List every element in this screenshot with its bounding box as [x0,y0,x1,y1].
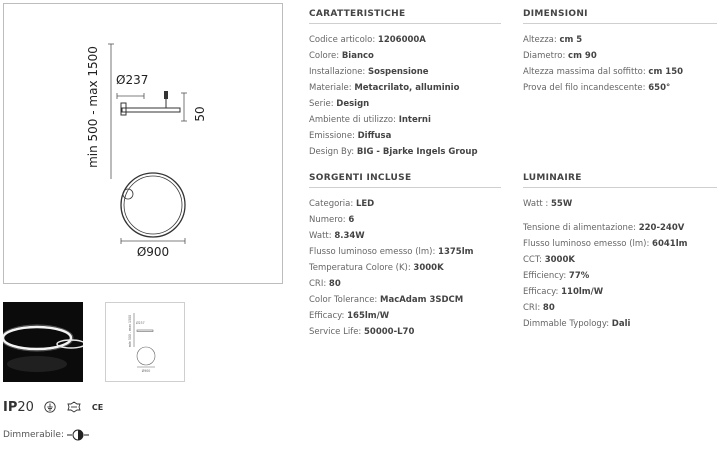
dimensioni-list [523,32,717,96]
spec-label: Installazione: [309,67,369,77]
spec-row [309,244,501,260]
spec-row [309,324,501,340]
spec-value: 650° [648,83,671,93]
spec-row [309,292,501,308]
spec-row [523,284,717,300]
spec-row [523,268,717,284]
spec-value: 80 [542,303,555,313]
spec-row [309,128,501,144]
spec-row [309,32,501,48]
spec-value: cm 90 [568,51,597,61]
sorgenti-section [309,173,501,340]
spec-label: Dimmable Typology: [523,319,612,329]
spec-row [309,308,501,324]
spec-row [309,276,501,292]
luminaire-section [523,173,717,332]
technical-drawing-panel [3,3,283,284]
ip-rating: IP20 [3,399,34,415]
spec-value: Sospensione [368,67,429,77]
spec-label: Colore: [309,51,342,61]
spec-value: 77% [568,271,590,281]
product-photo-thumbnail[interactable] [3,302,83,382]
spec-label: Efficacy: [309,311,348,321]
ring-diameter-label: Ø900 [136,245,170,259]
spec-label: Efficacy: [523,287,562,297]
spec-label: Temperatura Colore (K): [309,263,414,273]
spec-value: 3000K [544,255,575,265]
spec-row [523,64,717,80]
spec-value: Metacrilato, alluminio [354,83,460,93]
spec-label: Materiale: [309,83,355,93]
luminaire-list [523,196,717,212]
spec-label: Numero: [309,215,349,225]
caratteristiche-section [309,9,501,160]
spec-label: Flusso luminoso emesso (lm): [309,247,439,257]
spec-row [523,48,717,64]
spec-label: Serie: [309,99,337,109]
spec-row [523,236,717,252]
technical-drawing-thumbnail[interactable] [105,302,185,382]
spec-row [309,228,501,244]
spec-value: 3000K [413,263,444,273]
ring-lamp-photo-icon [3,302,83,382]
spec-label: CCT: [523,255,545,265]
spec-row [523,220,717,236]
spec-value: 1206000A [377,35,426,45]
spec-label: Ambiente di utilizzo: [309,115,399,125]
spec-row [523,80,717,96]
ce-mark-icon: CE [91,402,104,412]
spec-value: BIG - Bjarke Ingels Group [356,147,478,157]
spec-label: Efficiency: [523,271,569,281]
spec-row: Watt : 55W [523,199,573,209]
spec-value: LED [355,199,375,209]
spec-label: Categoria: [309,199,356,209]
spec-value: 110lm/W [561,287,604,297]
drawing-thumbnail-icon [106,303,184,381]
spec-row [309,64,501,80]
spec-row [309,48,501,64]
spec-row [523,300,717,316]
spec-value: 165lm/W [347,311,390,321]
spec-label: Altezza: [523,35,560,45]
spec-row [523,316,717,332]
mini-ring-label: Ø900 [141,369,151,373]
spec-row [309,96,501,112]
spec-value: 50000-L70 [364,327,415,337]
spec-row [309,112,501,128]
spec-value: cm 5 [559,35,583,45]
spec-label: Prova del filo incandescente: [523,83,649,93]
enec-mark-icon [66,401,82,413]
height-range-label: min 500 - max 1500 [86,46,100,168]
spec-label: Diametro: [523,51,569,61]
luminaire-details-list [523,220,717,332]
caratteristiche-list [309,32,501,160]
dimensioni-title: DIMENSIONI [523,9,717,24]
spec-label: Emissione: [309,131,358,141]
spec-label: Tensione di alimentazione: [523,223,639,233]
sorgenti-title: SORGENTI INCLUSE [309,173,501,188]
spec-value: Interni [398,115,431,125]
spec-row [309,196,501,212]
spec-label: Codice articolo: [309,35,378,45]
spec-value: Diffusa [357,131,392,141]
spec-row [523,252,717,268]
mini-canopy-label: Ø237 [136,321,145,325]
spec-row [523,32,717,48]
dimmable-label: Dimmerabile: [3,430,65,440]
spec-label: Watt: [309,231,335,241]
spec-row [309,144,501,160]
height-value-label: 50 [193,106,207,122]
spec-row [309,260,501,276]
spec-value: 80 [328,279,341,289]
spec-value: MacAdam 3SDCM [380,295,464,305]
spec-row [309,80,501,96]
spec-row [309,212,501,228]
spec-value: 6041lm [652,239,688,249]
spec-label: Service Life: [309,327,365,337]
spec-label: Flusso luminoso emesso (lm): [523,239,653,249]
mini-height-label: min 500 - max 1500 [128,314,132,348]
dimensioni-section [523,9,717,96]
dimmer-icon [67,429,89,441]
spec-value: cm 150 [648,67,684,77]
canopy-diameter-label: Ø237 [116,73,149,87]
spec-value: Bianco [341,51,374,61]
technical-drawing [4,4,284,285]
spec-value: 1375lm [438,247,474,257]
dimmable-row [3,429,89,441]
spec-label: CRI: [523,303,543,313]
caratteristiche-title: CARATTERISTICHE [309,9,501,24]
spec-value: Design [336,99,370,109]
sorgenti-list [309,196,501,340]
spec-value: Dali [611,319,631,329]
spec-value: 6 [348,215,355,225]
spec-label: CRI: [309,279,329,289]
certifications-row [3,398,103,416]
spec-value: 220-240V [638,223,685,233]
luminaire-title: LUMINAIRE [523,173,717,188]
spec-label: Design By: [309,147,357,157]
spec-label: Altezza massima dal soffitto: [523,67,649,77]
spec-label: Color Tolerance: [309,295,380,305]
spec-value: 8.34W [334,231,365,241]
earth-class-icon [44,401,56,413]
